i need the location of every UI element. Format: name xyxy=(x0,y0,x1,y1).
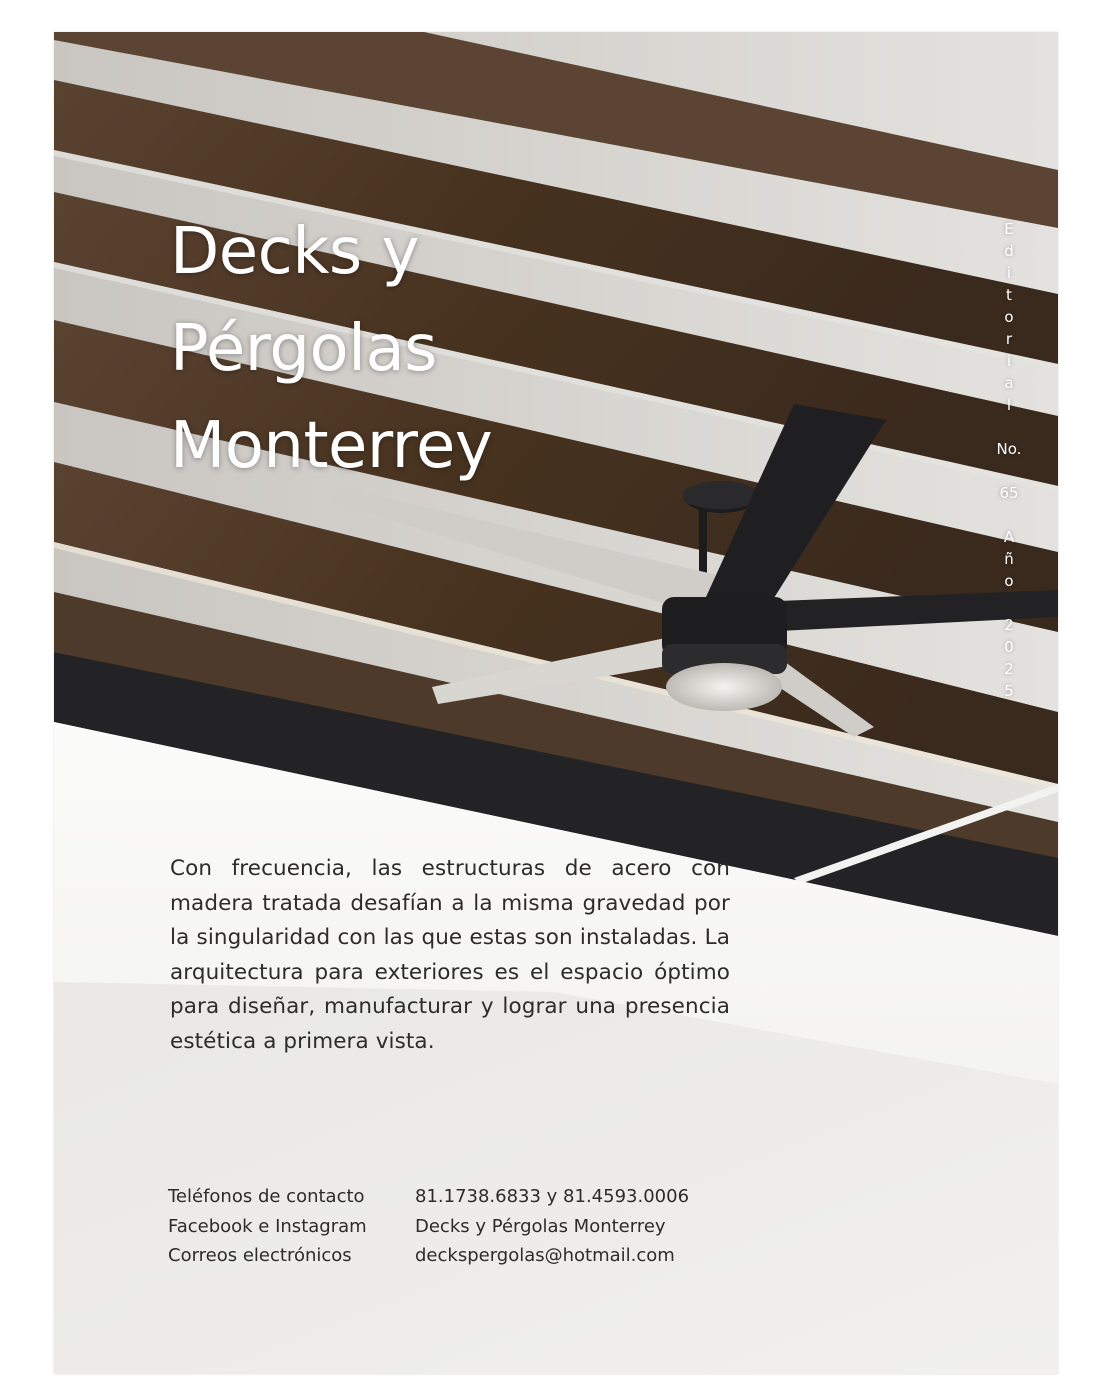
vertical-letter: 2 xyxy=(1004,616,1014,634)
contact-label: Facebook e Instagram xyxy=(168,1215,367,1237)
contact-row-phone xyxy=(168,1182,689,1212)
vertical-letter: E xyxy=(1004,220,1014,238)
vertical-letter: a xyxy=(1004,374,1014,392)
issue-number-label: No. xyxy=(996,440,1022,458)
year-vertical-value xyxy=(984,614,1034,702)
title-line: Decks y xyxy=(170,215,419,289)
page-title xyxy=(170,204,492,495)
issue-number: 65 xyxy=(999,484,1019,502)
vertical-letter: i xyxy=(1006,264,1012,282)
vertical-letter: o xyxy=(1004,572,1014,590)
vertical-letter: A xyxy=(1003,528,1015,546)
contact-label: Teléfonos de contacto xyxy=(168,1186,365,1207)
issue-sidebar xyxy=(984,218,1034,702)
vertical-letter: 0 xyxy=(1004,638,1014,656)
editorial-page xyxy=(54,32,1058,1374)
intro-paragraph: Con frecuencia, las estructuras de acero con madera tratada desafían a la misma gravedad por la singularidad con las que estas son instaladas. La arquitectura para exteriores es el espacio óptimo para diseñar, manufacturar y lograr una presencia estética a primera vista. xyxy=(170,856,730,1054)
vertical-letter: r xyxy=(1005,330,1013,348)
vertical-letter: i xyxy=(1006,352,1012,370)
contact-label: Correos electrónicos xyxy=(168,1245,352,1266)
vertical-letter: l xyxy=(1006,396,1012,414)
contact-value: Decks y Pérgolas Monterrey xyxy=(415,1215,666,1237)
vertical-letter: d xyxy=(1004,242,1014,260)
vertical-letter: 5 xyxy=(1004,682,1014,700)
title-line: Monterrey xyxy=(170,409,493,483)
contact-row-social xyxy=(168,1212,689,1242)
contact-value: 81.1738.6833 y 81.4593.0006 xyxy=(415,1186,690,1207)
contact-row-email xyxy=(168,1241,689,1271)
vertical-letter: ñ xyxy=(1004,550,1014,568)
year-vertical-label xyxy=(984,526,1034,592)
contact-block xyxy=(168,1182,689,1271)
contact-value: deckspergolas@hotmail.com xyxy=(415,1245,675,1266)
editorial-vertical-label xyxy=(984,218,1034,416)
title-line: Pérgolas xyxy=(170,312,437,386)
vertical-letter: o xyxy=(1004,308,1014,326)
vertical-letter: 2 xyxy=(1004,660,1014,678)
vertical-letter: t xyxy=(1006,286,1012,304)
